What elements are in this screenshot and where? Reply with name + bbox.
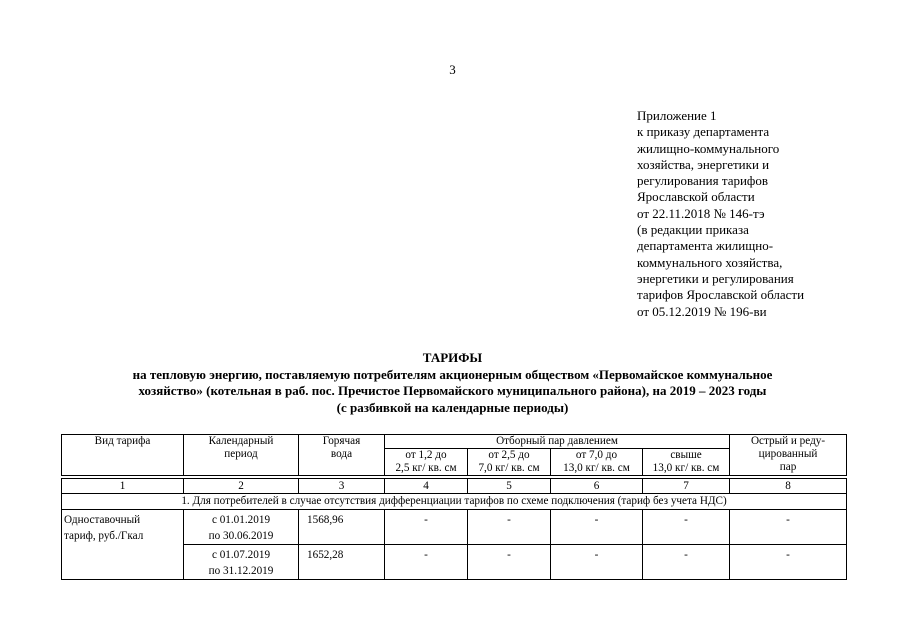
column-number: 1: [62, 479, 184, 494]
document-title: [60, 350, 845, 416]
appendix-line: от 22.11.2018 № 146-тэ: [637, 205, 765, 221]
appendix-line: от 05.12.2019 № 196-ви: [637, 303, 767, 319]
page-number: 3: [449, 62, 456, 77]
column-number: 5: [468, 479, 551, 494]
header-sharp-steam: Острый и реду- цированный пар: [730, 435, 847, 476]
header-steam-group: Отборный пар давлением: [385, 435, 730, 449]
steam-4-value: -: [643, 510, 730, 545]
header-steam-2-unit: 7,0 кг/ кв. см: [468, 462, 551, 476]
section-row: [62, 494, 847, 510]
appendix-line: энергетики и регулирования: [637, 270, 794, 286]
header-steam-4-unit: 13,0 кг/ кв. см: [643, 462, 730, 476]
period-cell: с 01.07.2019 по 31.12.2019: [184, 545, 299, 580]
tariffs-table: [61, 434, 847, 580]
appendix-line: Приложение 1: [637, 108, 717, 123]
appendix-line: к приказу департамента: [637, 124, 770, 140]
steam-1-value: -: [385, 545, 468, 580]
appendix-line: департамента жилищно-: [637, 238, 774, 254]
appendix-line: коммунального хозяйства,: [637, 254, 783, 270]
appendix-line: Ярославской области: [637, 189, 755, 205]
column-number: 3: [299, 479, 385, 494]
tariff-type-label: Одноставочный тариф, руб./Гкал: [62, 510, 184, 580]
column-number-row: [62, 479, 847, 494]
section-title: 1. Для потребителей в случае отсутствия дифференциации тарифов по схеме подключения (тариф без учета НДС): [62, 494, 847, 510]
title-heading: ТАРИФЫ: [422, 350, 483, 365]
column-number: 7: [643, 479, 730, 494]
sharp-steam-value: -: [730, 510, 847, 545]
header-steam-3-unit: 13,0 кг/ кв. см: [551, 462, 643, 476]
sharp-steam-value: -: [730, 545, 847, 580]
header-steam-3: от 7,0 до: [551, 449, 643, 463]
header-steam-4: свыше: [643, 449, 730, 463]
header-steam-1: от 1,2 до: [385, 449, 468, 463]
hot-water-value: 1568,96: [299, 510, 385, 545]
column-number: 4: [385, 479, 468, 494]
steam-1-value: -: [385, 510, 468, 545]
hot-water-value: 1652,28: [299, 545, 385, 580]
steam-2-value: -: [468, 545, 551, 580]
steam-2-value: -: [468, 510, 551, 545]
steam-3-value: -: [551, 510, 643, 545]
column-number: 2: [184, 479, 299, 494]
header-period: Календарный период: [184, 435, 299, 476]
appendix-line: хозяйства, энергетики и: [637, 156, 770, 172]
appendix-line: жилищно-коммунального: [637, 140, 780, 156]
header-hot-water: Горячая вода: [299, 435, 385, 476]
appendix-line: тарифов Ярославской области: [637, 287, 805, 303]
appendix-block: [637, 108, 804, 320]
appendix-line: регулирования тарифов: [637, 173, 768, 189]
table-row: [62, 510, 847, 545]
steam-3-value: -: [551, 545, 643, 580]
header-row: [62, 435, 847, 449]
appendix-line: (в редакции приказа: [637, 222, 749, 238]
column-number: 8: [730, 479, 847, 494]
title-line: хозяйство» (котельная в раб. пос. Пречистое Первомайского муниципального района), на 2019 – 2023 годы: [138, 383, 767, 398]
header-tariff-type: Вид тарифа: [62, 435, 184, 476]
column-number: 6: [551, 479, 643, 494]
period-cell: с 01.01.2019 по 30.06.2019: [184, 510, 299, 545]
header-steam-2: от 2,5 до: [468, 449, 551, 463]
title-line: (с разбивкой на календарные периоды): [336, 399, 569, 415]
header-steam-1-unit: 2,5 кг/ кв. см: [385, 462, 468, 476]
steam-4-value: -: [643, 545, 730, 580]
title-line: на тепловую энергию, поставляемую потребителям акционерным обществом «Первомайское коммунальное: [132, 366, 773, 382]
